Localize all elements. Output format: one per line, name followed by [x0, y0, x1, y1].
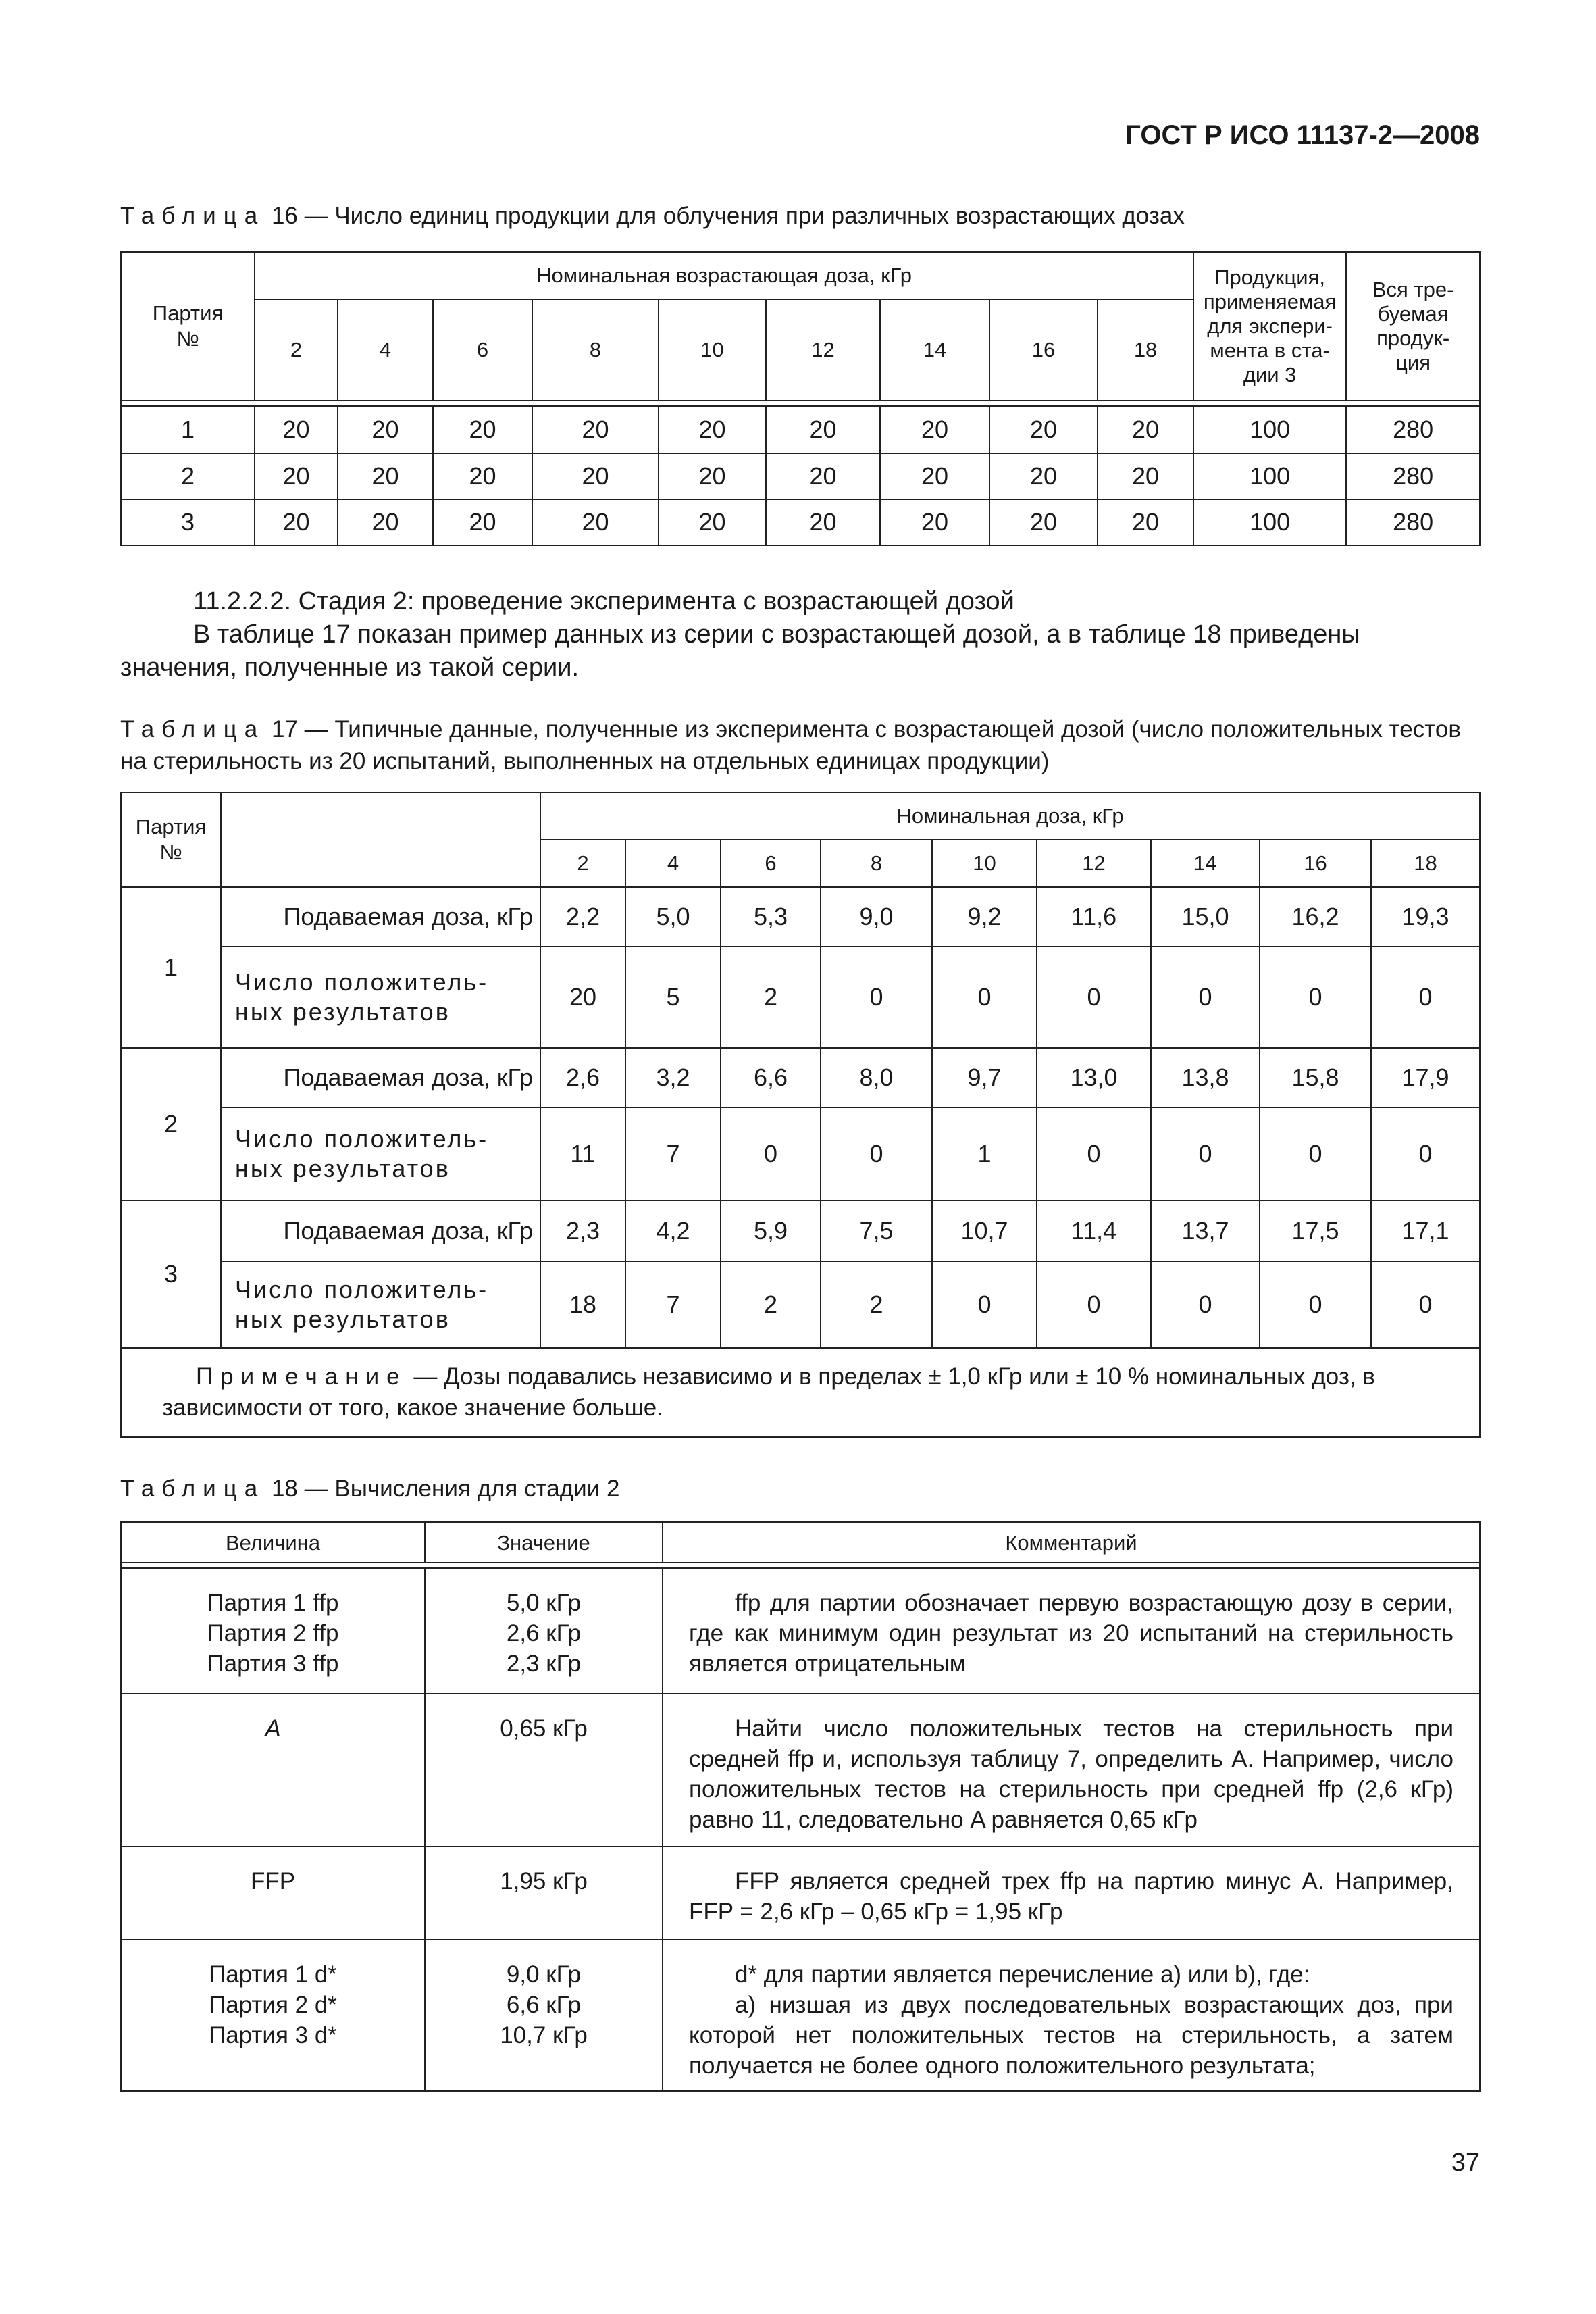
table-row: 1 20 20 20 20 20 20 20 20 20 100 280 [121, 406, 1480, 453]
page-number: 37 [1451, 2148, 1480, 2177]
t16-col-dose-group: Номинальная возрастающая доза, кГр [255, 252, 1193, 299]
note-word: Примечание [196, 1363, 407, 1390]
table16-caption [120, 203, 1185, 230]
table-row: Число положитель- ных результатов 20 5 2 0 0 0 0 0 0 [121, 947, 1480, 1048]
t16-dose: 12 [766, 299, 880, 401]
t17-col-batch: Партия № [121, 793, 221, 887]
table-16 [120, 251, 1481, 546]
table-row: Партия 1 ffp Партия 2 ffp Партия 3 ffp 5,0 кГр 2,6 кГр 2,3 кГр ffp для партии обозначает первую возрастающую дозу в серии, где как минимум один результат из 20 испытаний на стерильность является отрицательным [121, 1568, 1480, 1694]
section-paragraph: В таблице 17 показан пример данных из серии с возрастающей дозой, а в таблице 18 приведены значения, полученные из такой серии. [120, 620, 1360, 682]
t16-dose: 6 [433, 299, 532, 401]
section-text [120, 585, 1481, 684]
caption-word: Таблица [120, 203, 265, 229]
t17-col-parameter [221, 793, 540, 887]
table18-caption [120, 1476, 619, 1503]
caption-text: 17 — Типичные данные, полученные из эксперимента с возрастающей дозой (число положительных тестов на стерильность из 20 испытаний, выполненных на отдельных единицах продукции) [120, 716, 1461, 774]
table-row: FFP 1,95 кГр FFP является средней трех ffp на партию минус A. Например, FFP = 2,6 кГр – 0,65 кГр = 1,95 кГр [121, 1846, 1480, 1940]
t16-dose: 16 [989, 299, 1098, 401]
t17-col-dose-group: Номинальная доза, кГр [540, 793, 1480, 840]
caption-text: 18 — Вычисления для стадии 2 [271, 1476, 620, 1502]
t18-col-comment: Комментарий [663, 1522, 1480, 1563]
table-row: 3 20 20 20 20 20 20 20 20 20 100 280 [121, 499, 1480, 545]
t16-dose: 18 [1098, 299, 1193, 401]
table17-caption [120, 713, 1481, 777]
t16-col-total: Вся тре- буемая продук- ция [1346, 252, 1480, 401]
t16-dose: 2 [255, 299, 338, 401]
table-row: 2 20 20 20 20 20 20 20 20 20 100 280 [121, 453, 1480, 499]
table-17: Партия № Номинальная доза, кГр 2 4 6 8 10 12 14 16 18 1 Подаваемая доза, кГр 2,2 5,0 5,3 9,0 9,2 11,6 15,0 16,2 19,3 Число положитель- ных результатов 20 5 2 0 0 0 0 0 0 2 Подаваемая доза, кГр 2,6 3,2 6,6 8,0 9,7 13,0 13,8 15,8 17,9 Число положитель- ных результатов 11 7 0 0 1 0 0 0 0 3 Подаваемая доза, кГр 2,3 4,2 5,9 7,5 10,7 11,4 13,7 17,5 17,1 Число положитель- ных результатов 18 7 2 2 0 0 0 0 0 Примечание — Дозы подавались независимо и в пределах ± 1,0 кГр или ± 10 % номинальных доз, в зависимости от того, какое значение больше. [120, 792, 1481, 1438]
section-heading: 11.2.2.2. Стадия 2: проведение эксперимента с возрастающей дозой [193, 587, 1014, 615]
t16-dose: 14 [880, 299, 989, 401]
t17-note [121, 1348, 1480, 1437]
t16-dose: 8 [532, 299, 659, 401]
document-code: ГОСТ Р ИСО 11137-2—2008 [1125, 120, 1480, 150]
table-row: 2 Подаваемая доза, кГр 2,6 3,2 6,6 8,0 9,7 13,0 13,8 15,8 17,9 [121, 1048, 1480, 1107]
t18-col-quantity: Величина [121, 1522, 425, 1563]
t18-col-value: Значение [425, 1522, 663, 1563]
table-row: A 0,65 кГр Найти число положительных тестов на стерильность при средней ffp и, используя таблицу 7, определить A. Например, число положительных тестов на стерильность при средней ffp (2,6 кГр) равно 11, следовательно A равняется 0,65 кГр [121, 1694, 1480, 1846]
t16-col-stage3: Продукция, применяемая для экспери- мента в ста- дии 3 [1193, 252, 1346, 401]
t16-col-batch: Партия № [121, 252, 255, 401]
caption-word: Таблица [120, 1476, 265, 1502]
caption-text: 16 — Число единиц продукции для облучения при различных возрастающих дозах [271, 203, 1185, 229]
table-row: Число положитель- ных результатов 11 7 0 0 1 0 0 0 0 [121, 1107, 1480, 1201]
table-row: 3 Подаваемая доза, кГр 2,3 4,2 5,9 7,5 10,7 11,4 13,7 17,5 17,1 [121, 1201, 1480, 1261]
table-18 [120, 1521, 1481, 2092]
table-row: Число положитель- ных результатов 18 7 2 2 0 0 0 0 0 [121, 1261, 1480, 1348]
table-row: 1 Подаваемая доза, кГр 2,2 5,0 5,3 9,0 9,2 11,6 15,0 16,2 19,3 [121, 887, 1480, 947]
table-row: Партия 1 d* Партия 2 d* Партия 3 d* 9,0 кГр 6,6 кГр 10,7 кГр d* для партии является перечисление а) или b), где: а) низшая из двух последовательных возрастающих доз, при которой нет положительных тестов на стерильность, а затем получается не более одного положительного результата; [121, 1940, 1480, 2091]
t16-dose: 10 [659, 299, 766, 401]
caption-word: Таблица [120, 716, 265, 743]
note-text: — Дозы подавались независимо и в пределах ± 1,0 кГр или ± 10 % номинальных доз, в зависимости от того, какое значение больше. [162, 1363, 1375, 1421]
t16-dose: 4 [338, 299, 433, 401]
